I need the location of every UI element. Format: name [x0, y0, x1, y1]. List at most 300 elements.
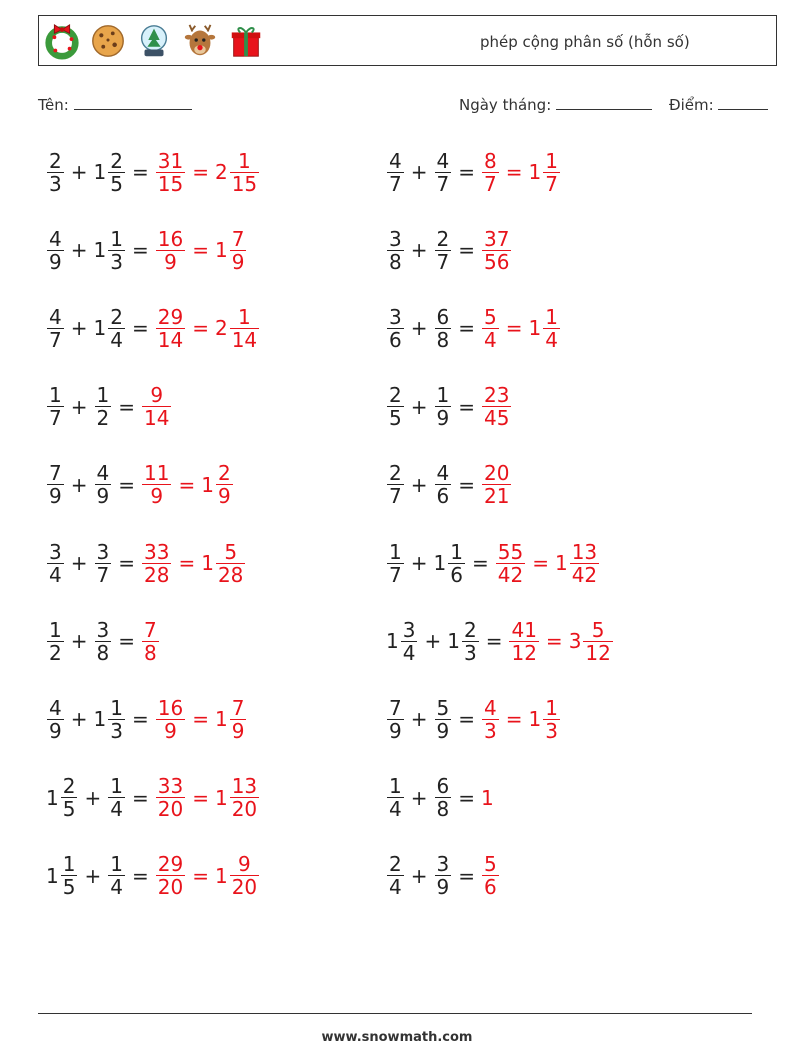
plus-sign: +: [424, 629, 442, 654]
problem-row: [46, 297, 260, 359]
problem-row: [386, 376, 512, 438]
addend-b: [94, 384, 113, 429]
answer: [155, 306, 260, 351]
fraction: [95, 541, 112, 586]
fraction: [543, 697, 560, 742]
fraction: [108, 228, 125, 273]
answer-improper: [481, 306, 500, 351]
denominator: 42: [497, 562, 524, 587]
denominator: 9: [389, 718, 402, 743]
addend-a: [46, 619, 65, 664]
fraction: [435, 853, 452, 898]
whole-number: 1: [201, 551, 214, 575]
fraction: [387, 462, 404, 507]
answer-improper: [155, 228, 186, 273]
addend-b: [434, 853, 453, 898]
numerator: 1: [110, 852, 123, 877]
answer-improper: [141, 462, 172, 507]
numerator: 1: [110, 695, 123, 720]
addend-b: [434, 541, 466, 586]
equals-sign: =: [458, 785, 475, 810]
addend-b: [94, 462, 113, 507]
addend-b: [94, 619, 113, 664]
denominator: 9: [96, 484, 110, 509]
denominator: 4: [545, 327, 558, 352]
equals-sign: =: [192, 238, 209, 263]
answer-improper: [481, 697, 500, 742]
denominator: 4: [402, 640, 416, 665]
equals-sign: =: [118, 629, 135, 654]
fraction: [387, 775, 404, 820]
addend-a: [46, 775, 78, 820]
whole-number: 1: [46, 785, 59, 810]
numerator: 5: [484, 852, 497, 877]
plus-sign: +: [410, 394, 428, 419]
denominator: 6: [436, 484, 450, 509]
numerator: 31: [157, 148, 184, 173]
name-field: [38, 94, 192, 114]
equals-sign: =: [458, 238, 475, 263]
fraction: [47, 228, 64, 273]
whole-number: 1: [528, 316, 542, 341]
equals-sign: =: [131, 316, 149, 341]
numerator: 2: [389, 383, 402, 408]
fraction: [482, 228, 511, 273]
fraction: [230, 306, 259, 351]
addend-a: [46, 150, 65, 195]
addend-a: [386, 228, 405, 273]
fraction: [435, 775, 452, 820]
fraction: [156, 775, 185, 820]
equals-sign: =: [131, 238, 149, 263]
equals-sign: =: [118, 472, 135, 497]
fraction: [543, 306, 560, 351]
answer: [155, 853, 260, 898]
numerator: 2: [389, 461, 402, 486]
numerator: 1: [436, 383, 450, 408]
addend-a: [46, 228, 65, 273]
answer-mixed: [215, 853, 260, 898]
sheet-title: phép cộng phân số (hỗn số): [480, 33, 690, 51]
problem-row: [46, 454, 234, 516]
fraction: [156, 853, 185, 898]
denominator: 2: [49, 640, 62, 665]
denominator: 4: [110, 875, 123, 900]
numerator: 4: [436, 461, 450, 486]
denominator: 5: [110, 171, 123, 196]
fraction: [47, 462, 64, 507]
fraction: [387, 150, 404, 195]
whole-number: 1: [93, 316, 107, 341]
denominator: 7: [49, 406, 62, 431]
numerator: 4: [49, 304, 62, 329]
fraction: [230, 150, 259, 195]
numerator: 4: [484, 695, 497, 720]
denominator: 14: [144, 406, 170, 431]
equals-sign: =: [458, 394, 475, 419]
answer-improper: [481, 853, 500, 898]
plus-sign: +: [410, 238, 428, 263]
addend-a: [46, 697, 65, 742]
fraction: [95, 619, 112, 664]
fraction: [142, 619, 159, 664]
plus-sign: +: [84, 785, 102, 810]
answer-improper: [481, 384, 512, 429]
numerator: 13: [231, 774, 258, 799]
answer-improper: [481, 228, 512, 273]
name-label: Tên:: [38, 96, 69, 114]
date-label: Ngày tháng:: [459, 96, 552, 114]
denominator: 8: [389, 249, 402, 274]
denominator: 4: [389, 797, 402, 822]
denominator: 3: [484, 718, 497, 743]
equals-sign: =: [192, 316, 209, 341]
fraction: [47, 150, 64, 195]
addend-b: [447, 619, 479, 664]
denominator: 14: [231, 327, 258, 352]
answer: [141, 619, 160, 664]
plus-sign: +: [70, 551, 88, 575]
denominator: 21: [484, 484, 510, 509]
whole-number: 1: [433, 551, 447, 575]
wreath-icon: [43, 22, 81, 60]
fraction: [387, 541, 404, 586]
numerator: 1: [545, 695, 558, 720]
equals-sign: =: [505, 316, 523, 341]
fraction: [156, 697, 185, 742]
fraction: [462, 619, 479, 664]
whole-number: 3: [568, 629, 582, 654]
denominator: 7: [389, 562, 402, 587]
fraction: [108, 306, 125, 351]
equals-sign: =: [471, 551, 489, 575]
numerator: 2: [110, 304, 123, 329]
fraction: [47, 697, 64, 742]
plus-sign: +: [410, 472, 428, 497]
denominator: 9: [164, 718, 177, 743]
numerator: 1: [389, 539, 402, 564]
fraction: [543, 150, 560, 195]
plus-sign: +: [410, 785, 428, 810]
problem-row: [46, 376, 172, 438]
answer-improper: [155, 150, 186, 195]
denominator: 12: [511, 640, 537, 665]
addend-a: [46, 853, 78, 898]
fraction: [142, 462, 171, 507]
numerator: 55: [497, 539, 524, 564]
denominator: 28: [217, 562, 244, 587]
numerator: 8: [484, 148, 497, 173]
equals-sign: =: [178, 551, 196, 575]
numerator: 13: [571, 539, 598, 564]
numerator: 2: [389, 852, 402, 877]
fraction: [482, 462, 511, 507]
denominator: 7: [49, 327, 62, 352]
addend-b: [434, 228, 453, 273]
denominator: 3: [463, 640, 477, 665]
numerator: 29: [157, 304, 184, 329]
answer: [481, 786, 494, 810]
denominator: 7: [96, 562, 110, 587]
equals-sign: =: [505, 160, 523, 184]
answer: [141, 541, 246, 586]
numerator: 4: [49, 695, 62, 720]
problem-row: [386, 219, 512, 281]
numerator: 2: [463, 617, 477, 642]
fraction: [387, 853, 404, 898]
whole-number: 1: [214, 863, 228, 888]
denominator: 20: [231, 875, 258, 900]
equals-sign: =: [131, 863, 149, 888]
answer-mixed: [215, 775, 260, 820]
addend-a: [46, 384, 65, 429]
fraction: [142, 384, 171, 429]
numerator: 1: [96, 383, 110, 408]
answer-mixed: [555, 541, 600, 586]
problem-row: [386, 297, 561, 359]
denominator: 4: [49, 562, 62, 587]
answer-improper: [495, 541, 526, 586]
fraction: [435, 228, 452, 273]
fraction: [156, 306, 185, 351]
whole-number: 1: [93, 707, 107, 732]
numerator: 9: [150, 383, 164, 408]
equals-sign: =: [505, 707, 523, 732]
denominator: 8: [436, 797, 450, 822]
addend-a: [386, 541, 405, 586]
whole-number: 1: [386, 629, 399, 654]
numerator: 16: [157, 695, 184, 720]
whole-number: 1: [46, 863, 59, 888]
addend-b: [94, 541, 113, 586]
equals-sign: =: [545, 629, 563, 654]
answer-whole: 1: [481, 785, 494, 810]
answer-improper: [155, 697, 186, 742]
addend-a: [46, 306, 65, 351]
answer-mixed: [529, 306, 561, 351]
answer-mixed: [201, 462, 233, 507]
fraction: [108, 853, 125, 898]
denominator: 5: [62, 797, 76, 822]
denominator: 6: [389, 327, 402, 352]
answer: [508, 619, 613, 664]
addend-b: [434, 150, 453, 195]
equals-sign: =: [485, 629, 503, 654]
denominator: 9: [231, 249, 245, 274]
addend-b: [434, 462, 453, 507]
problem-row: [386, 141, 561, 203]
problem-row: [46, 532, 246, 594]
addend-a: [386, 697, 405, 742]
answer-improper: [481, 150, 500, 195]
denominator: 9: [436, 875, 450, 900]
numerator: 1: [389, 774, 402, 799]
fraction: [482, 150, 499, 195]
fraction: [435, 384, 452, 429]
denominator: 2: [96, 406, 110, 431]
addend-b: [434, 775, 453, 820]
problem-row: [46, 767, 260, 829]
numerator: 2: [49, 148, 62, 173]
numerator: 7: [389, 695, 402, 720]
header-box: [38, 15, 777, 66]
denominator: 7: [436, 249, 450, 274]
date-blank[interactable]: [556, 94, 652, 110]
whole-number: 1: [447, 629, 460, 654]
addend-a: [386, 462, 405, 507]
addend-a: [46, 462, 65, 507]
whole-number: 1: [93, 238, 107, 263]
denominator: 8: [96, 640, 110, 665]
equals-sign: =: [192, 785, 209, 810]
equals-sign: =: [131, 785, 149, 810]
score-field: [669, 94, 768, 114]
fraction: [387, 228, 404, 273]
whole-number: 1: [214, 238, 228, 263]
numerator: 6: [436, 304, 450, 329]
denominator: 9: [49, 249, 62, 274]
equals-sign: =: [131, 707, 149, 732]
fraction: [61, 775, 78, 820]
fraction: [230, 228, 247, 273]
numerator: 23: [484, 383, 510, 408]
whole-number: 1: [528, 160, 542, 184]
denominator: 20: [157, 875, 184, 900]
numerator: 2: [436, 226, 450, 251]
equals-sign: =: [192, 160, 209, 184]
answer-improper: [155, 306, 186, 351]
fraction: [482, 697, 499, 742]
denominator: 4: [484, 327, 497, 352]
denominator: 28: [144, 562, 170, 587]
numerator: 7: [231, 695, 245, 720]
fraction: [570, 541, 599, 586]
whole-number: 1: [554, 551, 568, 575]
answer: [155, 697, 248, 742]
numerator: 5: [436, 695, 450, 720]
numerator: 29: [157, 852, 184, 877]
fraction: [47, 619, 64, 664]
fraction: [108, 150, 125, 195]
answer: [141, 462, 234, 507]
plus-sign: +: [70, 472, 88, 497]
denominator: 7: [436, 171, 450, 196]
answer: [141, 384, 172, 429]
answer-mixed: [529, 697, 561, 742]
fraction: [401, 619, 418, 664]
answer-improper: [141, 384, 172, 429]
plus-sign: +: [410, 316, 428, 341]
numerator: 1: [238, 304, 251, 329]
answer-mixed: [215, 150, 260, 195]
gift-icon: [227, 22, 265, 60]
numerator: 6: [436, 774, 450, 799]
whole-number: 1: [201, 472, 214, 497]
numerator: 4: [436, 148, 450, 173]
numerator: 7: [49, 461, 62, 486]
denominator: 6: [450, 562, 463, 587]
answer-mixed: [215, 228, 247, 273]
numerator: 7: [231, 226, 245, 251]
denominator: 15: [157, 171, 184, 196]
answer: [155, 150, 260, 195]
score-blank[interactable]: [718, 94, 768, 110]
numerator: 4: [96, 461, 110, 486]
answer-improper: [155, 853, 186, 898]
denominator: 56: [484, 249, 510, 274]
header-icons: [43, 22, 265, 60]
fraction: [216, 462, 233, 507]
plus-sign: +: [70, 238, 88, 263]
numerator: 1: [545, 148, 558, 173]
whole-number: 1: [214, 707, 228, 732]
addend-b: [94, 228, 126, 273]
problem-row: [46, 219, 247, 281]
numerator: 9: [238, 852, 251, 877]
fraction: [230, 775, 259, 820]
whole-number: 2: [214, 160, 228, 184]
addend-a: [386, 150, 405, 195]
numerator: 4: [389, 148, 402, 173]
answer: [481, 853, 500, 898]
fraction: [387, 306, 404, 351]
fraction: [61, 853, 78, 898]
numerator: 20: [484, 461, 510, 486]
equals-sign: =: [131, 160, 149, 184]
addend-a: [386, 384, 405, 429]
plus-sign: +: [84, 863, 102, 888]
denominator: 8: [436, 327, 450, 352]
denominator: 7: [389, 484, 402, 509]
denominator: 8: [144, 640, 157, 665]
fraction: [95, 462, 112, 507]
name-blank[interactable]: [74, 94, 192, 110]
whole-number: 1: [214, 785, 228, 810]
numerator: 11: [144, 461, 170, 486]
numerator: 7: [144, 617, 157, 642]
fraction: [435, 697, 452, 742]
answer-mixed: [201, 541, 246, 586]
fraction: [448, 541, 465, 586]
numerator: 1: [545, 304, 558, 329]
numerator: 3: [402, 617, 416, 642]
numerator: 5: [484, 304, 497, 329]
numerator: 33: [157, 774, 184, 799]
addend-b: [94, 697, 126, 742]
denominator: 6: [484, 875, 497, 900]
problem-row: [386, 610, 614, 672]
fraction: [47, 384, 64, 429]
denominator: 3: [545, 718, 558, 743]
plus-sign: +: [410, 863, 428, 888]
equals-sign: =: [192, 863, 209, 888]
fraction: [496, 541, 525, 586]
answer-improper: [508, 619, 539, 664]
equals-sign: =: [458, 863, 475, 888]
addend-b: [434, 384, 453, 429]
denominator: 5: [62, 875, 76, 900]
answer: [481, 150, 561, 195]
denominator: 7: [545, 171, 558, 196]
numerator: 3: [96, 539, 110, 564]
denominator: 9: [49, 484, 62, 509]
plus-sign: +: [410, 707, 428, 732]
denominator: 3: [49, 171, 62, 196]
fraction: [216, 541, 245, 586]
fraction: [108, 697, 125, 742]
equals-sign: =: [118, 394, 135, 419]
whole-number: 1: [93, 160, 107, 184]
